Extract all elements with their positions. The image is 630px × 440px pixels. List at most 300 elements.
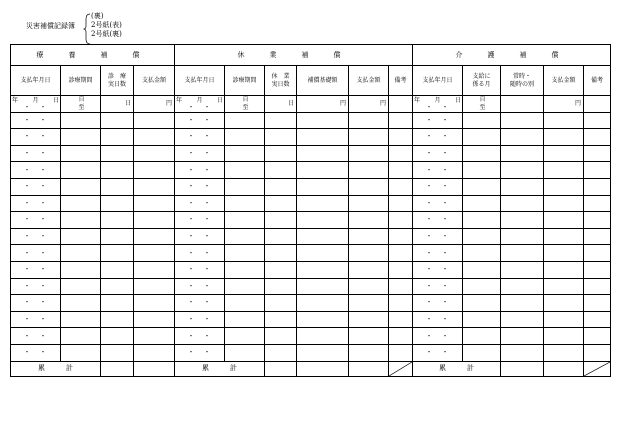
ledger-cell[interactable] xyxy=(297,328,349,345)
ledger-cell[interactable] xyxy=(413,162,463,179)
ledger-cell[interactable] xyxy=(413,212,463,229)
ledger-cell[interactable] xyxy=(584,212,611,229)
date-dots: ・ ・ xyxy=(187,115,212,124)
ledger-cell[interactable] xyxy=(544,245,584,262)
ledger-cell[interactable] xyxy=(297,129,349,146)
ledger-cell[interactable] xyxy=(134,311,175,328)
ledger-cell[interactable] xyxy=(175,228,225,245)
ledger-cell[interactable] xyxy=(175,145,225,162)
table-row xyxy=(11,129,611,146)
ledger-cell[interactable] xyxy=(584,344,611,361)
ledger-cell[interactable] xyxy=(389,162,413,179)
col-nursing-note: 備考 xyxy=(584,66,611,96)
nursing-first-note[interactable] xyxy=(584,96,611,113)
ledger-cell[interactable] xyxy=(11,129,61,146)
medical-total-days[interactable] xyxy=(101,361,134,376)
ledger-cell[interactable] xyxy=(544,261,584,278)
ledger-cell[interactable] xyxy=(175,261,225,278)
ledger-cell[interactable] xyxy=(265,311,297,328)
ledger-cell[interactable] xyxy=(61,145,101,162)
date-dots: ・ ・ xyxy=(23,281,48,290)
section-medical: 療 養 補 償 xyxy=(11,45,175,66)
ledger-cell[interactable] xyxy=(175,212,225,229)
ledger-cell[interactable] xyxy=(297,178,349,195)
date-dots: ・ ・ xyxy=(187,165,212,174)
ledger-cell[interactable] xyxy=(265,178,297,195)
ledger-cell[interactable] xyxy=(11,112,61,129)
absence-first-amount[interactable] xyxy=(349,96,389,113)
ledger-cell[interactable] xyxy=(584,162,611,179)
ledger-cell[interactable] xyxy=(101,129,134,146)
ledger-cell[interactable] xyxy=(413,178,463,195)
ledger-cell[interactable] xyxy=(225,344,265,361)
ledger-cell[interactable] xyxy=(11,245,61,262)
ledger-cell[interactable] xyxy=(101,145,134,162)
ledger-cell[interactable] xyxy=(11,295,61,312)
ledger-cell[interactable] xyxy=(297,212,349,229)
ledger-cell[interactable] xyxy=(389,228,413,245)
ledger-cell[interactable] xyxy=(134,145,175,162)
date-dots: ・ ・ xyxy=(425,215,450,224)
ledger-cell[interactable] xyxy=(265,145,297,162)
ledger-cell[interactable] xyxy=(544,328,584,345)
ledger-cell[interactable] xyxy=(175,178,225,195)
ledger-cell[interactable] xyxy=(101,278,134,295)
ledger-cell[interactable] xyxy=(501,245,544,262)
ledger-cell[interactable] xyxy=(463,344,501,361)
ledger-cell[interactable] xyxy=(11,228,61,245)
table-row xyxy=(11,195,611,212)
nursing-first-amount[interactable] xyxy=(544,96,584,113)
ledger-cell[interactable] xyxy=(265,245,297,262)
ledger-cell[interactable] xyxy=(134,195,175,212)
ledger-cell[interactable] xyxy=(413,311,463,328)
ledger-cell[interactable] xyxy=(101,245,134,262)
ledger-cell[interactable] xyxy=(225,261,265,278)
date-dots: ・ ・ xyxy=(425,281,450,290)
ledger-cell[interactable] xyxy=(225,145,265,162)
ledger-cell[interactable] xyxy=(297,311,349,328)
day-label: 日 xyxy=(454,96,461,104)
ledger-cell[interactable] xyxy=(61,295,101,312)
ledger-cell[interactable] xyxy=(349,145,389,162)
ledger-cell[interactable] xyxy=(501,145,544,162)
variant-2-front: 2号紙(表) xyxy=(91,21,122,29)
ledger-cell[interactable] xyxy=(413,344,463,361)
brace-icon xyxy=(83,13,91,45)
date-dots: ・ ・ xyxy=(23,149,48,158)
ledger-cell[interactable] xyxy=(349,344,389,361)
ledger-cell[interactable] xyxy=(134,328,175,345)
ledger-cell[interactable] xyxy=(349,195,389,212)
ledger-cell[interactable] xyxy=(297,145,349,162)
ledger-cell[interactable] xyxy=(544,278,584,295)
ledger-cell[interactable] xyxy=(11,328,61,345)
col-absence-period: 診療期間 xyxy=(225,66,265,96)
ledger-cell[interactable] xyxy=(544,112,584,129)
ledger-cell[interactable] xyxy=(134,212,175,229)
ledger-cell[interactable] xyxy=(463,311,501,328)
ledger-cell[interactable] xyxy=(349,245,389,262)
table-row xyxy=(11,178,611,195)
ledger-cell[interactable] xyxy=(584,145,611,162)
ledger-cell[interactable] xyxy=(501,228,544,245)
ledger-cell[interactable] xyxy=(61,261,101,278)
nursing-first-date[interactable] xyxy=(413,96,463,113)
date-dots: ・ ・ xyxy=(23,298,48,307)
ledger-cell[interactable] xyxy=(463,295,501,312)
ledger-cell[interactable] xyxy=(297,112,349,129)
ledger-cell[interactable] xyxy=(297,295,349,312)
table-row xyxy=(11,112,611,129)
ledger-cell[interactable] xyxy=(413,228,463,245)
absence-total-amount[interactable] xyxy=(349,361,389,376)
yen-label: 円 xyxy=(165,100,172,108)
ledger-cell[interactable] xyxy=(11,145,61,162)
ledger-cell[interactable] xyxy=(101,344,134,361)
col-absence-days-bottom: 実日数 xyxy=(271,80,290,88)
ledger-cell[interactable] xyxy=(584,195,611,212)
ledger-cell[interactable] xyxy=(463,162,501,179)
ledger-cell[interactable] xyxy=(413,328,463,345)
ledger-cell[interactable] xyxy=(297,261,349,278)
from-label: 自 xyxy=(242,96,249,104)
ledger-cell[interactable] xyxy=(61,245,101,262)
date-dots: ・ ・ xyxy=(187,132,212,141)
ledger-cell[interactable] xyxy=(61,112,101,129)
table-row xyxy=(11,328,611,345)
ledger-cell[interactable] xyxy=(413,245,463,262)
absence-total-base[interactable] xyxy=(297,361,349,376)
ledger-cell[interactable] xyxy=(175,195,225,212)
ledger-cell[interactable] xyxy=(544,311,584,328)
ledger-cell[interactable] xyxy=(265,162,297,179)
ledger-cell[interactable] xyxy=(389,344,413,361)
absence-first-base[interactable] xyxy=(297,96,349,113)
absence-total-label: 累 計 xyxy=(175,361,265,376)
ledger-cell[interactable] xyxy=(349,228,389,245)
ledger-cell[interactable] xyxy=(225,278,265,295)
ledger-cell[interactable] xyxy=(501,261,544,278)
ledger-cell[interactable] xyxy=(584,112,611,129)
ledger-cell[interactable] xyxy=(463,112,501,129)
ledger-cell[interactable] xyxy=(349,328,389,345)
ledger-cell[interactable] xyxy=(413,295,463,312)
ledger-cell[interactable] xyxy=(501,328,544,345)
ledger-cell[interactable] xyxy=(134,295,175,312)
ledger-cell[interactable] xyxy=(544,195,584,212)
col-medical-period: 診療期間 xyxy=(61,66,101,96)
date-dots: ・ ・ xyxy=(187,232,212,241)
ledger-cell[interactable] xyxy=(265,212,297,229)
ledger-cell[interactable] xyxy=(265,261,297,278)
ledger-cell[interactable] xyxy=(61,129,101,146)
ledger-cell[interactable] xyxy=(297,195,349,212)
ledger-cell[interactable] xyxy=(265,228,297,245)
ledger-cell[interactable] xyxy=(584,245,611,262)
ledger-cell[interactable] xyxy=(134,278,175,295)
diagonal-strike-icon xyxy=(584,362,610,376)
ledger-cell[interactable] xyxy=(349,112,389,129)
ledger-cell[interactable] xyxy=(61,228,101,245)
ledger-cell[interactable] xyxy=(501,295,544,312)
ledger-cell[interactable] xyxy=(225,178,265,195)
variant-back: (裏) xyxy=(91,12,104,20)
ledger-cell[interactable] xyxy=(349,295,389,312)
date-dots: ・ ・ xyxy=(23,215,48,224)
medical-first-days[interactable] xyxy=(101,96,134,113)
ledger-cell[interactable] xyxy=(544,145,584,162)
ledger-cell[interactable] xyxy=(61,212,101,229)
ledger-cell[interactable] xyxy=(101,295,134,312)
ledger-cell[interactable] xyxy=(225,212,265,229)
ledger-cell[interactable] xyxy=(175,311,225,328)
ledger-cell[interactable] xyxy=(101,162,134,179)
ledger-cell[interactable] xyxy=(265,129,297,146)
ledger-cell[interactable] xyxy=(544,162,584,179)
ledger-cell[interactable] xyxy=(265,295,297,312)
ledger-cell[interactable] xyxy=(501,278,544,295)
medical-first-amount[interactable] xyxy=(134,96,175,113)
col-absence-pay-date: 支払年月日 xyxy=(175,66,225,96)
ledger-cell[interactable] xyxy=(389,195,413,212)
date-dots: ・ ・ xyxy=(425,198,450,207)
nursing-total-type[interactable] xyxy=(501,361,544,376)
ledger-cell[interactable] xyxy=(265,278,297,295)
ledger-cell[interactable] xyxy=(413,129,463,146)
ledger-cell[interactable] xyxy=(389,145,413,162)
absence-total-days[interactable] xyxy=(265,361,297,376)
ledger-cell[interactable] xyxy=(297,344,349,361)
year-label: 年 xyxy=(414,96,421,104)
year-label: 年 xyxy=(176,96,183,104)
form-variants xyxy=(91,12,122,39)
ledger-cell[interactable] xyxy=(225,228,265,245)
absence-total-note[interactable] xyxy=(389,361,413,376)
medical-first-date[interactable] xyxy=(11,96,61,113)
column-header-row xyxy=(11,66,611,96)
from-label: 自 xyxy=(479,96,486,104)
ledger-cell[interactable] xyxy=(297,162,349,179)
ledger-cell[interactable] xyxy=(349,178,389,195)
ledger-cell[interactable] xyxy=(501,129,544,146)
ledger-cell[interactable] xyxy=(463,145,501,162)
ledger-cell[interactable] xyxy=(134,129,175,146)
ledger-cell[interactable] xyxy=(584,261,611,278)
table-row xyxy=(11,295,611,312)
ledger-cell[interactable] xyxy=(134,228,175,245)
ledger-cell[interactable] xyxy=(11,212,61,229)
ledger-cell[interactable] xyxy=(463,278,501,295)
ledger-cell[interactable] xyxy=(584,311,611,328)
ledger-cell[interactable] xyxy=(101,228,134,245)
ledger-cell[interactable] xyxy=(413,261,463,278)
ledger-cell[interactable] xyxy=(584,129,611,146)
ledger-cell[interactable] xyxy=(389,178,413,195)
ledger-cell[interactable] xyxy=(297,278,349,295)
ledger-cell[interactable] xyxy=(175,129,225,146)
ledger-cell[interactable] xyxy=(61,278,101,295)
ledger-cell[interactable] xyxy=(175,328,225,345)
ledger-cell[interactable] xyxy=(349,162,389,179)
ledger-cell[interactable] xyxy=(389,328,413,345)
ledger-cell[interactable] xyxy=(175,278,225,295)
ledger-cell[interactable] xyxy=(101,195,134,212)
ledger-cell[interactable] xyxy=(175,344,225,361)
absence-first-note[interactable] xyxy=(389,96,413,113)
col-nursing-month xyxy=(463,66,501,96)
absence-first-period[interactable] xyxy=(225,96,265,113)
ledger-cell[interactable] xyxy=(463,129,501,146)
ledger-cell[interactable] xyxy=(11,344,61,361)
ledger-cell[interactable] xyxy=(175,162,225,179)
ledger-cell[interactable] xyxy=(584,328,611,345)
date-dots: ・ ・ xyxy=(23,331,48,340)
ledger-cell[interactable] xyxy=(501,212,544,229)
ledger-cell[interactable] xyxy=(61,344,101,361)
col-absence-base: 補償基礎額 xyxy=(297,66,349,96)
ledger-cell[interactable] xyxy=(544,344,584,361)
ledger-cell[interactable] xyxy=(501,162,544,179)
ledger-cell[interactable] xyxy=(297,228,349,245)
date-dots: ・ ・ xyxy=(425,132,450,141)
ledger-cell[interactable] xyxy=(544,228,584,245)
ledger-cell[interactable] xyxy=(389,245,413,262)
table-row xyxy=(11,145,611,162)
date-dots: ・ ・ xyxy=(187,248,212,257)
ledger-cell[interactable] xyxy=(584,278,611,295)
ledger-cell[interactable] xyxy=(584,178,611,195)
ledger-cell[interactable] xyxy=(265,195,297,212)
ledger-cell[interactable] xyxy=(134,245,175,262)
ledger-cell[interactable] xyxy=(101,328,134,345)
ledger-cell[interactable] xyxy=(134,162,175,179)
ledger-cell[interactable] xyxy=(11,178,61,195)
medical-total-amount[interactable] xyxy=(134,361,175,376)
ledger-cell[interactable] xyxy=(265,344,297,361)
table-row xyxy=(11,228,611,245)
ledger-cell[interactable] xyxy=(389,311,413,328)
ledger-cell[interactable] xyxy=(101,261,134,278)
ledger-cell[interactable] xyxy=(413,278,463,295)
nursing-first-type[interactable] xyxy=(501,96,544,113)
col-absence-note: 備考 xyxy=(389,66,413,96)
ledger-cell[interactable] xyxy=(463,228,501,245)
ledger-cell[interactable] xyxy=(389,295,413,312)
ledger-cell[interactable] xyxy=(11,162,61,179)
date-dots: ・ ・ xyxy=(23,248,48,257)
ledger-cell[interactable] xyxy=(61,328,101,345)
ledger-cell[interactable] xyxy=(225,112,265,129)
ledger-cell[interactable] xyxy=(584,295,611,312)
ledger-cell[interactable] xyxy=(389,278,413,295)
ledger-cell[interactable] xyxy=(349,212,389,229)
ledger-cell[interactable] xyxy=(134,112,175,129)
ledger-cell[interactable] xyxy=(413,112,463,129)
absence-first-date[interactable] xyxy=(175,96,225,113)
ledger-cell[interactable] xyxy=(389,129,413,146)
ledger-cell[interactable] xyxy=(501,195,544,212)
ledger-cell[interactable] xyxy=(463,328,501,345)
ledger-cell[interactable] xyxy=(101,212,134,229)
ledger-cell[interactable] xyxy=(349,311,389,328)
to-label: 至 xyxy=(78,103,85,111)
ledger-cell[interactable] xyxy=(463,195,501,212)
ledger-cell[interactable] xyxy=(134,178,175,195)
ledger-cell[interactable] xyxy=(265,328,297,345)
ledger-cell[interactable] xyxy=(225,311,265,328)
ledger-cell[interactable] xyxy=(389,261,413,278)
nursing-total-note[interactable] xyxy=(584,361,611,376)
year-label: 年 xyxy=(12,96,19,104)
ledger-cell[interactable] xyxy=(225,245,265,262)
ledger-cell[interactable] xyxy=(175,245,225,262)
ledger-cell[interactable] xyxy=(544,212,584,229)
ledger-cell[interactable] xyxy=(134,261,175,278)
ledger-cell[interactable] xyxy=(175,112,225,129)
ledger-cell[interactable] xyxy=(225,328,265,345)
ledger-cell[interactable] xyxy=(61,162,101,179)
ledger-cell[interactable] xyxy=(501,178,544,195)
nursing-first-month[interactable] xyxy=(463,96,501,113)
ledger-cell[interactable] xyxy=(61,195,101,212)
ledger-cell[interactable] xyxy=(101,178,134,195)
ledger-cell[interactable] xyxy=(297,245,349,262)
ledger-cell[interactable] xyxy=(11,278,61,295)
ledger-cell[interactable] xyxy=(101,112,134,129)
ledger-cell[interactable] xyxy=(225,295,265,312)
ledger-cell[interactable] xyxy=(134,344,175,361)
medical-first-period[interactable] xyxy=(61,96,101,113)
col-medical-days-top: 診 療 xyxy=(107,72,126,80)
ledger-cell[interactable] xyxy=(463,261,501,278)
ledger-cell[interactable] xyxy=(11,261,61,278)
ledger-cell[interactable] xyxy=(413,145,463,162)
col-medical-days xyxy=(101,66,134,96)
ledger-cell[interactable] xyxy=(544,295,584,312)
ledger-cell[interactable] xyxy=(175,295,225,312)
date-dots: ・ ・ xyxy=(23,102,48,111)
ledger-cell[interactable] xyxy=(501,344,544,361)
ledger-cell[interactable] xyxy=(11,195,61,212)
ledger-cell[interactable] xyxy=(61,178,101,195)
ledger-cell[interactable] xyxy=(463,178,501,195)
ledger-cell[interactable] xyxy=(101,311,134,328)
ledger-cell[interactable] xyxy=(225,195,265,212)
ledger-cell[interactable] xyxy=(544,178,584,195)
ledger-cell[interactable] xyxy=(225,129,265,146)
ledger-cell[interactable] xyxy=(501,311,544,328)
nursing-total-amount[interactable] xyxy=(544,361,584,376)
ledger-cell[interactable] xyxy=(413,195,463,212)
ledger-cell[interactable] xyxy=(349,278,389,295)
ledger-cell[interactable] xyxy=(349,129,389,146)
ledger-cell[interactable] xyxy=(463,245,501,262)
ledger-cell[interactable] xyxy=(225,162,265,179)
ledger-cell[interactable] xyxy=(61,311,101,328)
date-dots: ・ ・ xyxy=(425,149,450,158)
absence-first-days[interactable] xyxy=(265,96,297,113)
ledger-cell[interactable] xyxy=(544,129,584,146)
ledger-cell[interactable] xyxy=(389,112,413,129)
ledger-cell[interactable] xyxy=(349,261,389,278)
ledger-cell[interactable] xyxy=(584,228,611,245)
ledger-cell[interactable] xyxy=(463,212,501,229)
ledger-cell[interactable] xyxy=(265,112,297,129)
ledger-cell[interactable] xyxy=(389,212,413,229)
ledger-cell[interactable] xyxy=(11,311,61,328)
ledger-cell[interactable] xyxy=(501,112,544,129)
